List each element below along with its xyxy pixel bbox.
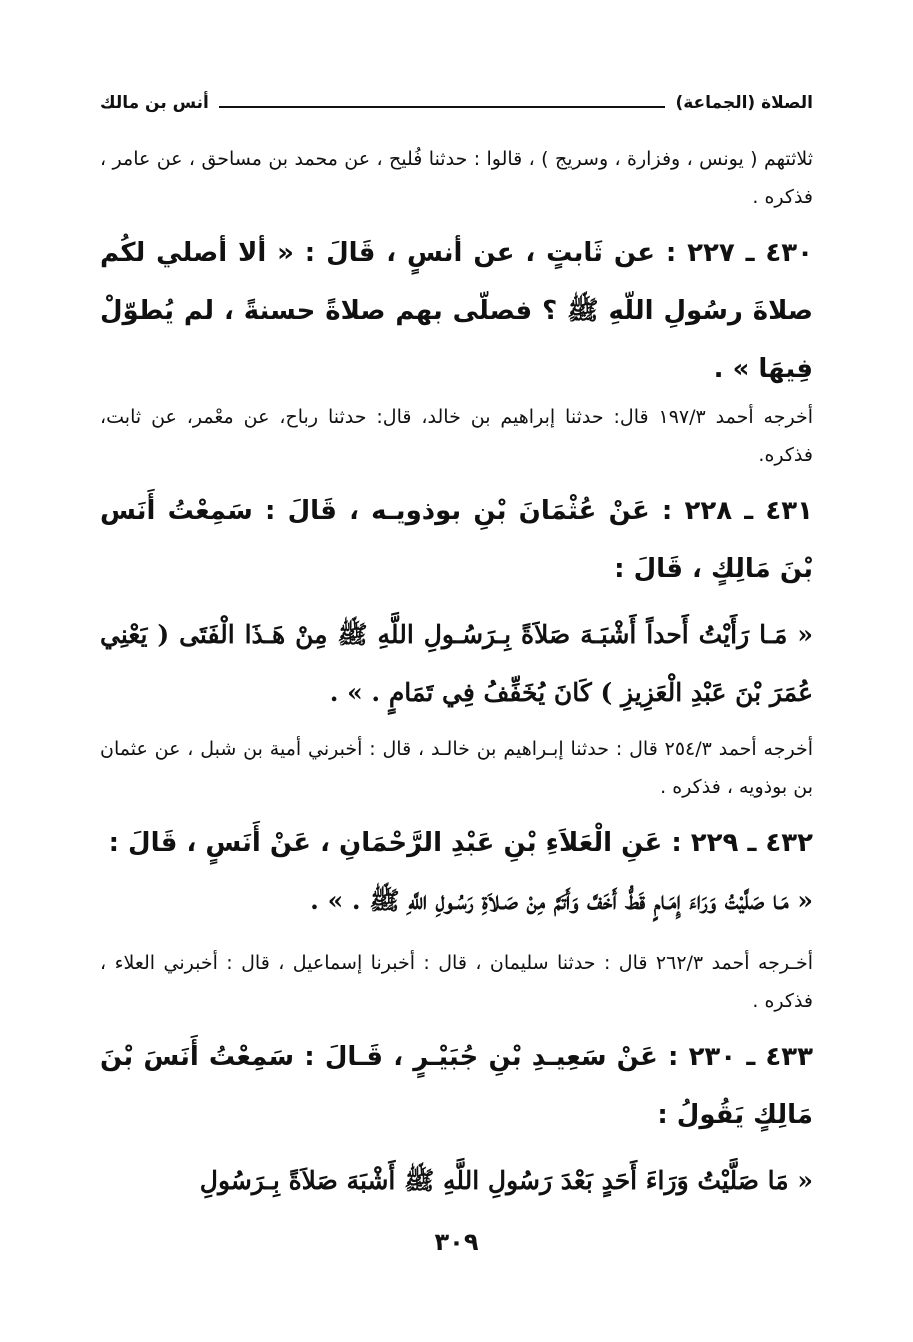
text-paragraph: ثلاثتهم ( يونس ، وفزارة ، وسريج ) ، قالوا : حدثنا فُليح ، عن محمد بن مساحق ، عن عامر ، فذكره . bbox=[100, 148, 813, 208]
page-body bbox=[100, 140, 813, 1210]
takhrij-paragraph: أخرجه أحمد ٢٥٤/٣ قال : حدثنا إبـراهيم بن خالـد ، قال : أخبرني أمية بن شبل ، عن عثمان بن بوذويه ، فذكره . bbox=[100, 738, 814, 798]
page-number: ٣٠٩ bbox=[434, 1228, 479, 1256]
hadith-text-paragraph: « مَـا رَأَيْتُ أَحداً أَشْبَـهَ صَلاَةً بِـرَسُـولِ اللَّهِ ﷺ مِنْ هَـذَا الْفَتَى ( يَعْنِي عُمَرَ بْنَ عَبْدِ الْعَزِيزِ ) كَانَ يُخَفِّفُ فِي تَمَامٍ . » . bbox=[100, 620, 813, 707]
takhrij-paragraph: أخرجه أحمد ١٩٧/٣ قال: حدثنا إبراهيم بن خالد، قال: حدثنا رباح، عن معْمر، عن ثابت، فذكره. bbox=[100, 406, 813, 466]
header-section-title: الصلاة (الجماعة) bbox=[675, 93, 813, 113]
hadith-paragraph: ٤٣٠ ـ ٢٢٧ : عن ثَابتٍ ، عن أنسٍ ، قَالَ : « ألا أصلي لكُم صلاةَ رسُولِ اللّهِ ﷺ ؟ فصلّى بهم صلاةً حسنةً ، لم يُطوّلْ فِيهَا » . bbox=[100, 238, 813, 384]
header-narrator-name: أنس بن مالك bbox=[100, 93, 209, 113]
running-header bbox=[100, 88, 813, 118]
hadith-paragraph: ٤٣١ ـ ٢٢٨ : عَنْ عُثْمَانَ بْنِ بوذويـه ، قَالَ : سَمِعْتُ أَنَس بْنَ مَالِكٍ ، قَالَ : bbox=[100, 496, 813, 584]
header-rule bbox=[219, 106, 666, 108]
hadith-paragraph: ٤٣٣ ـ ٢٣٠ : عَنْ سَعِيـدِ بْنِ جُبَيْـرٍ ، قَـالَ : سَمِعْتُ أَنَسَ بْنَ مَالِكٍ يَقُولُ : bbox=[100, 1042, 813, 1130]
takhrij-paragraph: أخـرجه أحمد ٢٦٢/٣ قال : حدثنا سليمان ، قال : أخبرنا إسماعيل ، قال : أخبرني العلاء ، فذكره . bbox=[100, 952, 813, 1012]
hadith-paragraph: ٤٣٢ ـ ٢٢٩ : عَنِ الْعَلاَءِ بْنِ عَبْدِ الرَّحْمَانِ ، عَنْ أَنَسٍ ، قَالَ : bbox=[108, 828, 813, 858]
hadith-text-paragraph: « مَا صَلَّيْتُ وَرَاءَ أَحَدٍ بَعْدَ رَسُولِ اللَّهِ ﷺ أَشْبَهَ صَلاَةً بِـرَسُولِ bbox=[199, 1166, 813, 1195]
hadith-text-paragraph: « مَـا صَلَّيْتُ وَرَاءَ إِمَـامٍ قَطُّ أَخَفَّ وَأَتَمَّ مِنْ صَـلاَةِ رَسُـولِ اللَّهِ ﷺ . » . bbox=[310, 886, 813, 915]
